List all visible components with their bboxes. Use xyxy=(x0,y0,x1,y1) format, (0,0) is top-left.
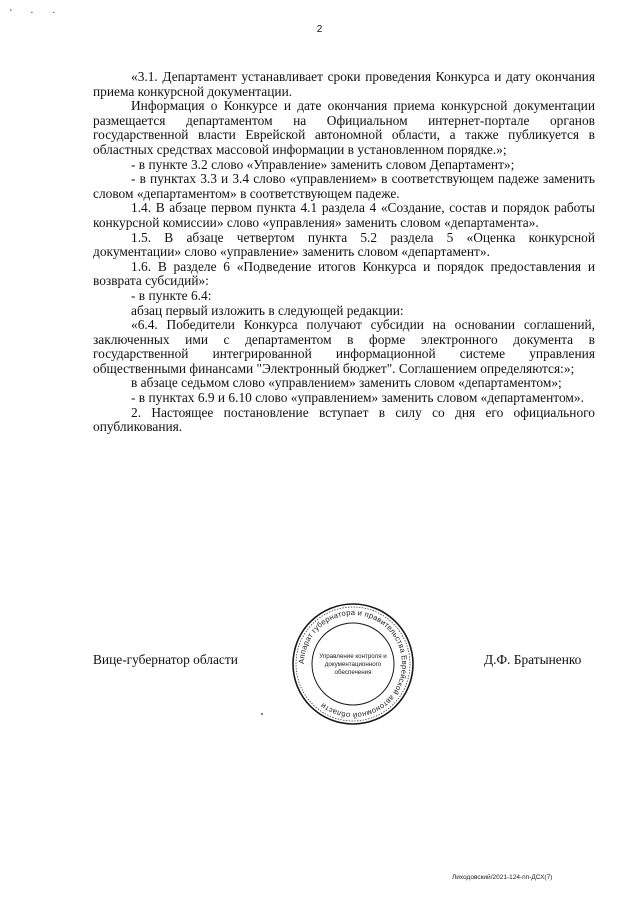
paragraph-2-effective: 2. Настоящее постановление вступает в силу со дня его официального опубликования. xyxy=(93,404,595,435)
paragraph-contest-info: Информация о Конкурсе и дате окончания приема конкурсной документации размещается департаментом на Официальном интернет-портале органов государственной власти Еврейской автономной области, а также публикуется в областных средствах массовой информации в установленном порядке.»; xyxy=(93,98,595,157)
paragraph-1-5: 1.5. В абзаце четвертом пункта 5.2 раздела 5 «Оценка конкурсной документации» слово «управление» заменить словом «департамент». xyxy=(93,229,595,260)
document-footer-code: Лиходовский/2021-124-пп-ДСХ(7) xyxy=(452,874,553,881)
stamp-inner-line-1: Управление контроля и xyxy=(319,653,387,660)
paragraph-3-1: «3.1. Департамент устанавливает сроки проведения Конкурса и дату окончания приема конкурсной документации. xyxy=(93,69,595,99)
scan-corner-marks: ' · · xyxy=(10,8,64,19)
stamp-inner-line-3: обеспечения xyxy=(334,669,372,676)
stamp-inner-line-2: документационного xyxy=(324,661,382,668)
page-number: 2 xyxy=(316,24,323,35)
stamp-outer-text: Аппарат губернатора и правительства Еврейской автономной области xyxy=(296,607,410,721)
paragraph-6-4-text: «6.4. Победители Конкурса получают субсидии на основании соглашений, заключенных ими с департаментом в форме электронного документа в государственной интегрированной информационной системе управления общественными финансами "Электронный бюджет". Соглашением определяются:»; xyxy=(93,317,595,376)
official-seal-stamp xyxy=(291,602,415,726)
paragraph-points-6-9-6-10: - в пунктах 6.9 и 6.10 слово «управлением» заменить словом «департаментом». xyxy=(131,390,584,406)
paragraph-1-4: 1.4. В абзаце первом пункта 4.1 раздела 4 «Создание, состав и порядок работы конкурсной комиссии» слово «управления» заменить словом «департамента». xyxy=(93,200,595,230)
scan-speck xyxy=(261,713,263,715)
paragraph-point-6-4: - в пункте 6.4: xyxy=(131,287,212,303)
signatory-name: Д.Ф. Братыненко xyxy=(484,652,582,667)
signatory-title: Вице-губернатор области xyxy=(93,652,238,667)
paragraph-1-6: 1.6. В разделе 6 «Подведение итогов Конкурса и порядок предоставления и возврата субсидий»: xyxy=(93,258,595,289)
paragraph-first-abzac: абзац первый изложить в следующей редакции: xyxy=(131,302,404,318)
paragraph-point-3-2: - в пункте 3.2 слово «Управление» заменить словом Департамент»; xyxy=(131,156,515,172)
document-body xyxy=(93,70,595,435)
paragraph-points-3-3-3-4: - в пунктах 3.3 и 3.4 слово «управлением» в соответствующем падеже заменить словом «департаментом» в соответствующем падеже. xyxy=(93,171,595,201)
paragraph-seventh-abzac: в абзаце седьмом слово «управлением» заменить словом «департаментом»; xyxy=(131,375,562,391)
